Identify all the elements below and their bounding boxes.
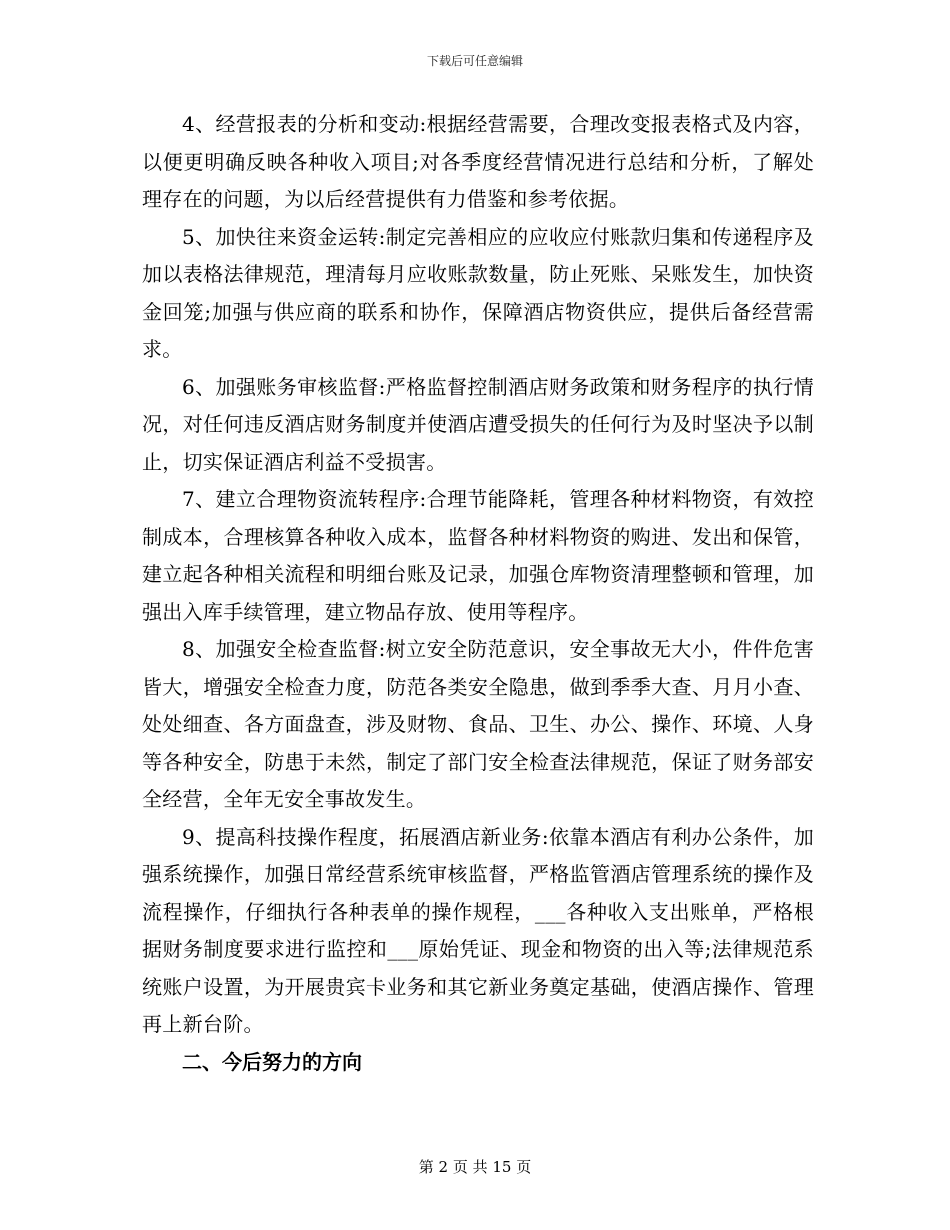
paragraph-item-6: 6、加强账务审核监督:严格监督控制酒店财务政策和财务程序的执行情况，对任何违反酒店财务制度并使酒店遭受损失的任何行为及时坚决予以制止，切实保证酒店利益不受损害。 (142, 374, 814, 474)
document-body (142, 106, 814, 1081)
paragraph-item-7: 7、建立合理物资流转程序:合理节能降耗，管理各种材料物资，有效控制成本，合理核算各种收入成本，监督各种材料物资的购进、发出和保管，建立起各种相关流程和明细台账及记录，加强仓库物资清理整顿和管理，加强出入库手续管理，建立物品存放、使用等程序。 (142, 487, 814, 624)
paragraph-item-8: 8、加强安全检查监督:树立安全防范意识，安全事故无大小，件件危害皆大，增强安全检查力度，防范各类安全隐患，做到季季大查、月月小查、处处细查、各方面盘查，涉及财物、食品、卫生、办公、操作、环境、人身等各种安全，防患于未然，制定了部门安全检查法律规范，保证了财务部安全经营，全年无安全事故发生。 (142, 637, 814, 811)
section-heading: 二、今后努力的方向 (182, 1049, 362, 1074)
paragraph-item-9: 9、提高科技操作程度，拓展酒店新业务:依靠本酒店有利办公条件，加强系统操作，加强日常经营系统审核监督，严格监管酒店管理系统的操作及流程操作，仔细执行各种表单的操作规程，___各种收入支出账单，严格根据财务制度要求进行监控和___原始凭证、现金和物资的出入等;法律规范系统账户设置，为开展贵宾卡业务和其它新业务奠定基础，使酒店操作、管理再上新台阶。 (142, 824, 814, 1036)
paragraph-item-5: 5、加快往来资金运转:制定完善相应的应收应付账款归集和传递程序及加以表格法律规范，理清每月应收账款数量，防止死账、呆账发生，加快资金回笼;加强与供应商的联系和协作，保障酒店物资供应，提供后备经营需求。 (142, 224, 814, 361)
page-number: 第 2 页 共 15 页 (418, 1158, 532, 1176)
paragraph-item-4: 4、经营报表的分析和变动:根据经营需要，合理改变报表格式及内容，以便更明确反映各种收入项目;对各季度经营情况进行总结和分析，了解处理存在的问题，为以后经营提供有力借鉴和参考依据。 (142, 112, 814, 211)
page-header: 下载后可任意编辑 (426, 54, 523, 68)
